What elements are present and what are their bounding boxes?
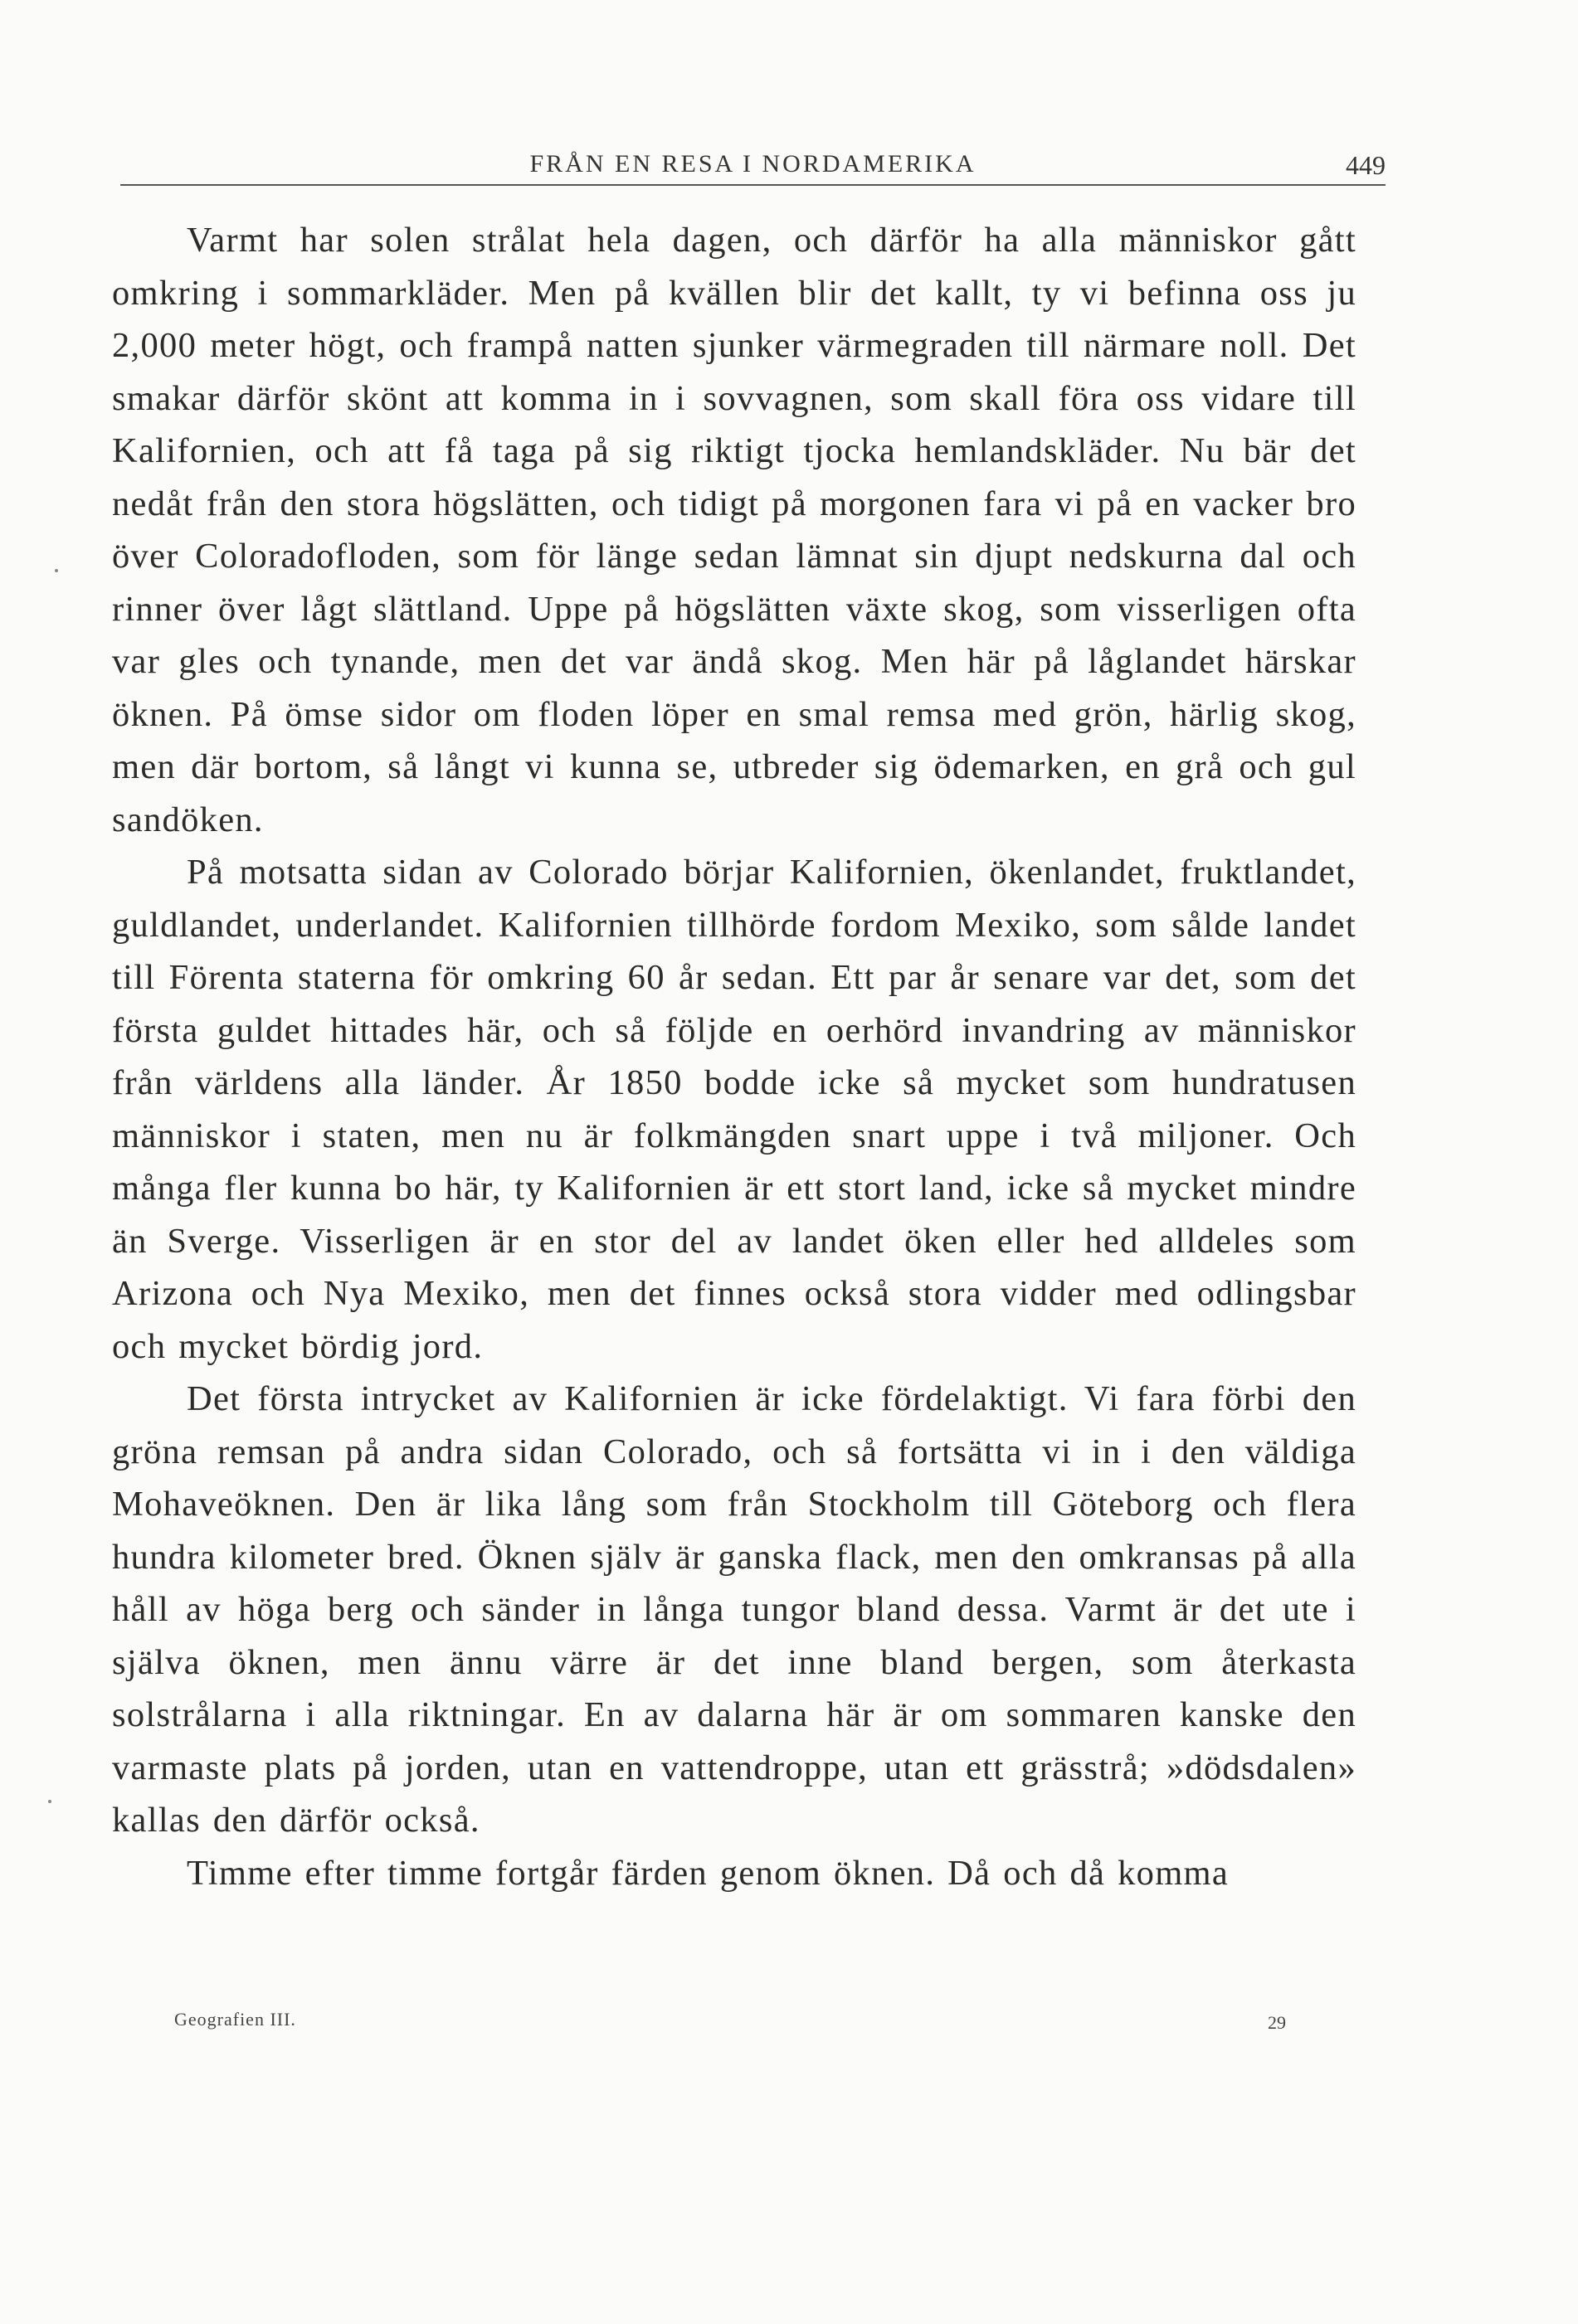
header-rule: [120, 184, 1386, 186]
paragraph-2: På motsatta sidan av Colorado börjar Kalifornien, ökenlandet, fruktlandet, guldlandet, underlandet. Kalifornien tillhörde fordom Mexiko, som sålde landet till Förenta staterna för omkring 60 år sedan. Ett par år senare var det, som det första guldet hittades här, och så följde en oerhörd invandring av människor från världens alla länder. År 1850 bodde icke så mycket som hundratusen människor i staten, men nu är folkmängden snart uppe i två miljoner. Och många fler kunna bo här, ty Kalifornien är ett stort land, icke så mycket mindre än Sverge. Visserligen är en stor del av landet öken eller hed alldeles som Arizona och Nya Mexiko, men det finnes också stora vidder med odlingsbar och mycket bördig jord.: [112, 853, 1356, 1366]
body-text: [112, 214, 1356, 1899]
running-head: [120, 145, 1386, 185]
page-footer: [174, 2009, 1286, 2042]
page-number: 449: [1346, 150, 1386, 180]
paragraph-3: Det första intrycket av Kalifornien är icke fördelaktigt. Vi fara förbi den gröna remsan på andra sidan Colorado, och så fortsätta vi in i den väldiga Mohaveöknen. Den är lika lång som från Stockholm till Göteborg och flera hundra kilometer bred. Öknen själv är ganska flack, men den omkransas på alla håll av höga berg och sänder in långa tungor bland dessa. Varmt är det ute i själva öknen, men ännu värre är det inne bland bergen, som återkasta solstrålarna i alla riktningar. En av dalarna här är om sommaren kanske den varmaste plats på jorden, utan en vattendroppe, utan ett grässtrå; »dödsdalen» kallas den därför också.: [112, 1379, 1356, 1840]
running-title: FRÅN EN RESA I NORDAMERIKA: [529, 150, 977, 177]
scan-speck: [48, 1800, 51, 1803]
paragraph-4: Timme efter timme fortgår färden genom öknen. Då och då komma: [187, 1853, 1230, 1893]
paragraph-1: Varmt har solen strålat hela dagen, och därför ha alla människor gått omkring i sommarkläder. Men på kvällen blir det kallt, ty vi befinna oss ju 2,000 meter högt, och frampå natten sjunker värmegraden till närmare noll. Det smakar därför skönt att komma in i sovvagnen, som skall föra oss vidare till Kalifornien, och att få taga på sig riktigt tjocka hemlandskläder. Nu bär det nedåt från den stora högslätten, och tidigt på morgonen fara vi på en vacker bro över Coloradofloden, som för länge sedan lämnat sin djupt nedskurna dal och rinner över lågt slättland. Uppe på högslätten växte skog, som visserligen ofta var gles och tynande, men det var ändå skog. Men här på låglandet härskar öknen. På ömse sidor om floden löper en smal remsa med grön, härlig skog, men där bortom, så långt vi kunna se, utbreder sig ödemarken, en grå och gul sandöken.: [112, 221, 1356, 839]
printer-signature: Geografien III.: [174, 2009, 296, 2030]
scan-speck: [55, 569, 58, 572]
sheet-number: 29: [1268, 2012, 1286, 2033]
